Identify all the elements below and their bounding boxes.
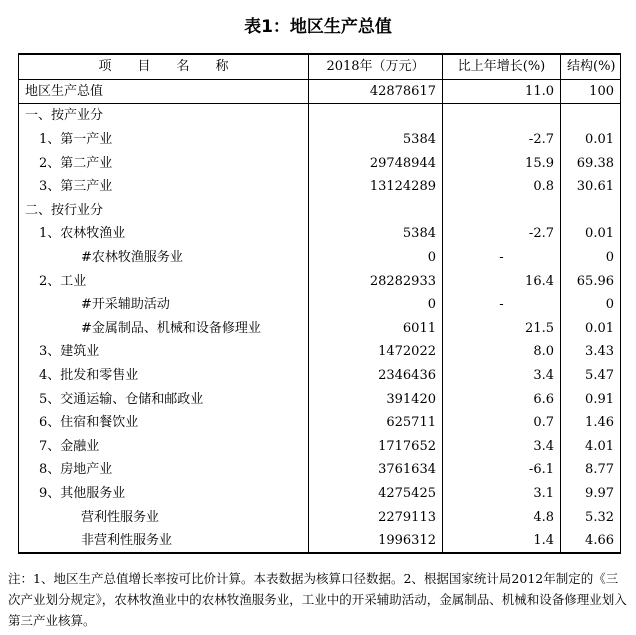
table-row — [19, 104, 621, 128]
gdp-table — [18, 53, 621, 554]
table-row — [19, 246, 621, 270]
table-row — [19, 387, 621, 411]
row-share — [561, 199, 621, 223]
row-name: 2、工业 — [19, 269, 309, 293]
row-name: 二、按行业分 — [19, 199, 309, 223]
row-value: 1996312 — [309, 529, 443, 554]
row-value: 4275425 — [309, 482, 443, 506]
row-name: 3、第三产业 — [19, 175, 309, 199]
row-name: 9、其他服务业 — [19, 482, 309, 506]
row-value — [309, 199, 443, 223]
row-growth: 0.8 — [443, 175, 561, 199]
row-value: 5384 — [309, 128, 443, 152]
row-growth: - — [443, 293, 561, 317]
row-growth: 4.8 — [443, 505, 561, 529]
row-share: 0 — [561, 293, 621, 317]
row-growth: 0.7 — [443, 411, 561, 435]
row-value: 2346436 — [309, 364, 443, 388]
row-value: 1717652 — [309, 435, 443, 459]
row-share: 69.38 — [561, 151, 621, 175]
table-title: 表1：地区生产总值 — [244, 17, 392, 37]
row-value: 3761634 — [309, 458, 443, 482]
row-share: 30.61 — [561, 175, 621, 199]
row-name: 营利性服务业 — [19, 505, 309, 529]
table-row — [19, 458, 621, 482]
row-growth: -2.7 — [443, 222, 561, 246]
row-share: 5.32 — [561, 505, 621, 529]
row-name: 2、第二产业 — [19, 151, 309, 175]
row-value: 13124289 — [309, 175, 443, 199]
header-growth: 比上年增长(%) — [443, 54, 561, 79]
table-row — [19, 293, 621, 317]
footnote: 注：1、地区生产总值增长率按可比价计算。本表数据为核算口径数据。2、根据国家统计局2012年制定的《三次产业划分规定》，农林牧渔业中的农林牧渔服务业，工业中的开采辅助活动，金属制品、机械和设备修理业划入第三产业核算。 — [8, 571, 627, 628]
row-name: 一、按产业分 — [19, 104, 309, 128]
row-growth: -2.7 — [443, 128, 561, 152]
row-share: 4.01 — [561, 435, 621, 459]
row-share: 5.47 — [561, 364, 621, 388]
row-share: 0.01 — [561, 222, 621, 246]
row-name: 4、批发和零售业 — [19, 364, 309, 388]
row-name: #金属制品、机械和设备修理业 — [19, 317, 309, 341]
row-value: 28282933 — [309, 269, 443, 293]
row-value: 29748944 — [309, 151, 443, 175]
row-growth: 11.0 — [443, 79, 561, 104]
row-growth: 1.4 — [443, 529, 561, 554]
row-growth — [443, 199, 561, 223]
table-row — [19, 222, 621, 246]
row-name: 地区生产总值 — [19, 79, 309, 104]
table-row — [19, 505, 621, 529]
table-row — [19, 482, 621, 506]
row-growth: 6.6 — [443, 387, 561, 411]
row-name: 7、金融业 — [19, 435, 309, 459]
row-name: 非营利性服务业 — [19, 529, 309, 554]
row-value: 5384 — [309, 222, 443, 246]
row-share: 0 — [561, 246, 621, 270]
row-value: 1472022 — [309, 340, 443, 364]
row-name: 8、房地产业 — [19, 458, 309, 482]
table-row — [19, 79, 621, 104]
row-growth: 3.4 — [443, 364, 561, 388]
row-share: 0.01 — [561, 317, 621, 341]
row-name: 1、农林牧渔业 — [19, 222, 309, 246]
row-growth: -6.1 — [443, 458, 561, 482]
row-name: 6、住宿和餐饮业 — [19, 411, 309, 435]
table-row — [19, 411, 621, 435]
row-share — [561, 104, 621, 128]
row-share: 8.77 — [561, 458, 621, 482]
row-value: 42878617 — [309, 79, 443, 104]
row-growth: 21.5 — [443, 317, 561, 341]
table-row — [19, 340, 621, 364]
row-growth: 16.4 — [443, 269, 561, 293]
header-row — [19, 54, 621, 79]
row-name: 1、第一产业 — [19, 128, 309, 152]
table-row — [19, 364, 621, 388]
table-row — [19, 151, 621, 175]
header-share: 结构(%) — [561, 54, 621, 79]
table-row — [19, 175, 621, 199]
row-value: 625711 — [309, 411, 443, 435]
row-value: 6011 — [309, 317, 443, 341]
row-share: 0.91 — [561, 387, 621, 411]
row-share: 100 — [561, 79, 621, 104]
row-share: 0.01 — [561, 128, 621, 152]
row-growth: - — [443, 246, 561, 270]
row-share: 1.46 — [561, 411, 621, 435]
row-value: 391420 — [309, 387, 443, 411]
row-share: 9.97 — [561, 482, 621, 506]
row-growth — [443, 104, 561, 128]
row-share: 3.43 — [561, 340, 621, 364]
row-name: 5、交通运输、仓储和邮政业 — [19, 387, 309, 411]
row-share: 65.96 — [561, 269, 621, 293]
table-row — [19, 269, 621, 293]
row-value: 0 — [309, 246, 443, 270]
row-growth: 3.1 — [443, 482, 561, 506]
table-row — [19, 529, 621, 554]
row-name: 3、建筑业 — [19, 340, 309, 364]
row-growth: 8.0 — [443, 340, 561, 364]
table-row — [19, 317, 621, 341]
table-row — [19, 435, 621, 459]
row-value: 0 — [309, 293, 443, 317]
row-share: 4.66 — [561, 529, 621, 554]
row-name: #农林牧渔服务业 — [19, 246, 309, 270]
table-row — [19, 199, 621, 223]
table-row — [19, 128, 621, 152]
row-name: #开采辅助活动 — [19, 293, 309, 317]
header-item: 项 目 名 称 — [19, 54, 309, 79]
row-value — [309, 104, 443, 128]
row-growth: 3.4 — [443, 435, 561, 459]
row-growth: 15.9 — [443, 151, 561, 175]
row-value: 2279113 — [309, 505, 443, 529]
header-value: 2018年（万元） — [309, 54, 443, 79]
